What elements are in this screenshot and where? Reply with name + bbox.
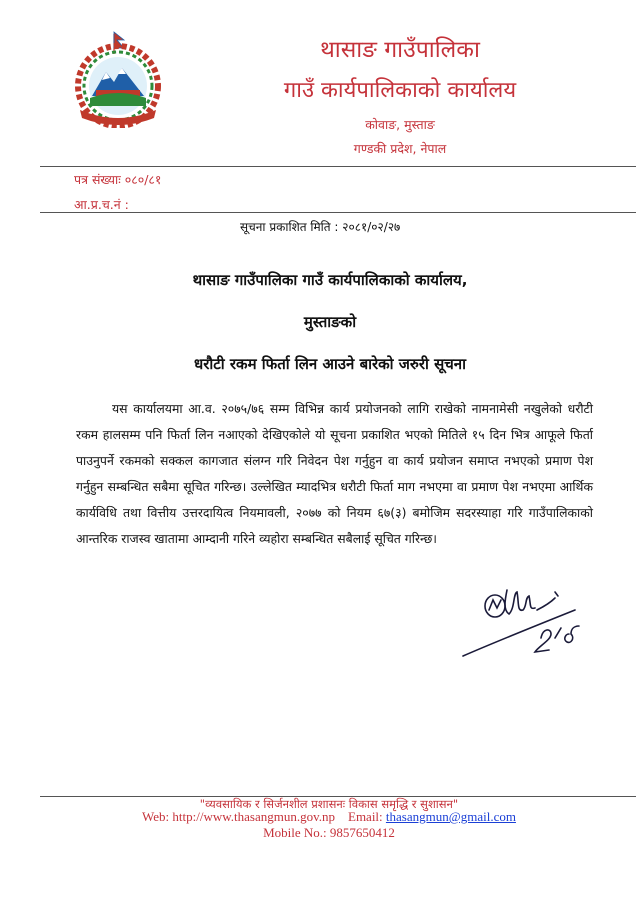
notice-heading-office: थासाङ गाउँपालिका गाउँ कार्यपालिकाको कार्यालय, (192, 271, 468, 289)
email-label: Email: (348, 809, 383, 824)
reference-divider (40, 212, 636, 213)
office-subtitle: गाउँ कार्यपालिकाको कार्यालय (283, 78, 517, 103)
notice-body: यस कार्यालयमा आ.व. २०७५/७६ सम्म विभिन्न कार्य प्रयोजनको लागि राखेको नामनामेसी नखुलेको धरौटी रकम हालसम्म पनि फिर्ता लिन नआएको देखिएकोले यो सूचना प्रकाशित भएको मितिले १५ दिन भित्र आफूले फिर्ता पाउनुपर्ने रकमको सक्कल कागजात संलग्न गरि निवेदन पेश गर्नुहुन वा कार्य प्रयोजन समाप्त नभएको प्रमाण पेश गर्नुहुन सम्बन्धित सबैमा सूचित गरिन्छ। उल्लेखित म्यादभित्र धरौटी फिर्ता माग नभएमा वा प्रमाण पेश नभएमा आर्थिक कार्यविधि तथा वित्तीय उत्तरदायित्व नियमावली, २०७७ को नियम ६७(३) बमोजिम सदरस्याहा गरि गाउँपालिकाको आन्तरिक राजस्व खातामा आम्दानी गरिने व्यहोरा सम्बन्धित सबैलाई सूचित गरिन्छ। (76, 401, 593, 546)
dispatch-number: आ.प्र.च.नं : (74, 197, 129, 212)
address-line-1: कोवाङ, मुस्ताङ (365, 117, 435, 132)
website-label[interactable]: Web: http://www.thasangmun.gov.np (142, 809, 335, 824)
letter-number: पत्र संख्याः ०८०/८१ (74, 172, 162, 187)
published-date: सूचना प्रकाशित मिति : २०८१/०२/२७ (240, 220, 401, 234)
notice-title: धरौटी रकम फिर्ता लिन आउने बारेको जरुरी सूचना (194, 355, 466, 373)
office-name: थासाङ गाउँपालिका (320, 37, 480, 63)
header-divider (40, 166, 636, 167)
footer-contact (100, 809, 558, 825)
nepal-government-emblem-icon (66, 28, 170, 128)
footer-motto: "व्यवसायिक र सिर्जनशील प्रशासनः विकास समृद्धि र सुशासन" (199, 797, 459, 811)
mobile-number: Mobile No.: 9857650412 (263, 825, 395, 840)
handwritten-signature-icon (455, 580, 605, 660)
email-link[interactable]: thasangmun@gmail.com (385, 809, 516, 824)
address-line-2: गण्डकी प्रदेश, नेपाल (353, 141, 447, 156)
notice-heading-district: मुस्ताङको (303, 313, 357, 331)
